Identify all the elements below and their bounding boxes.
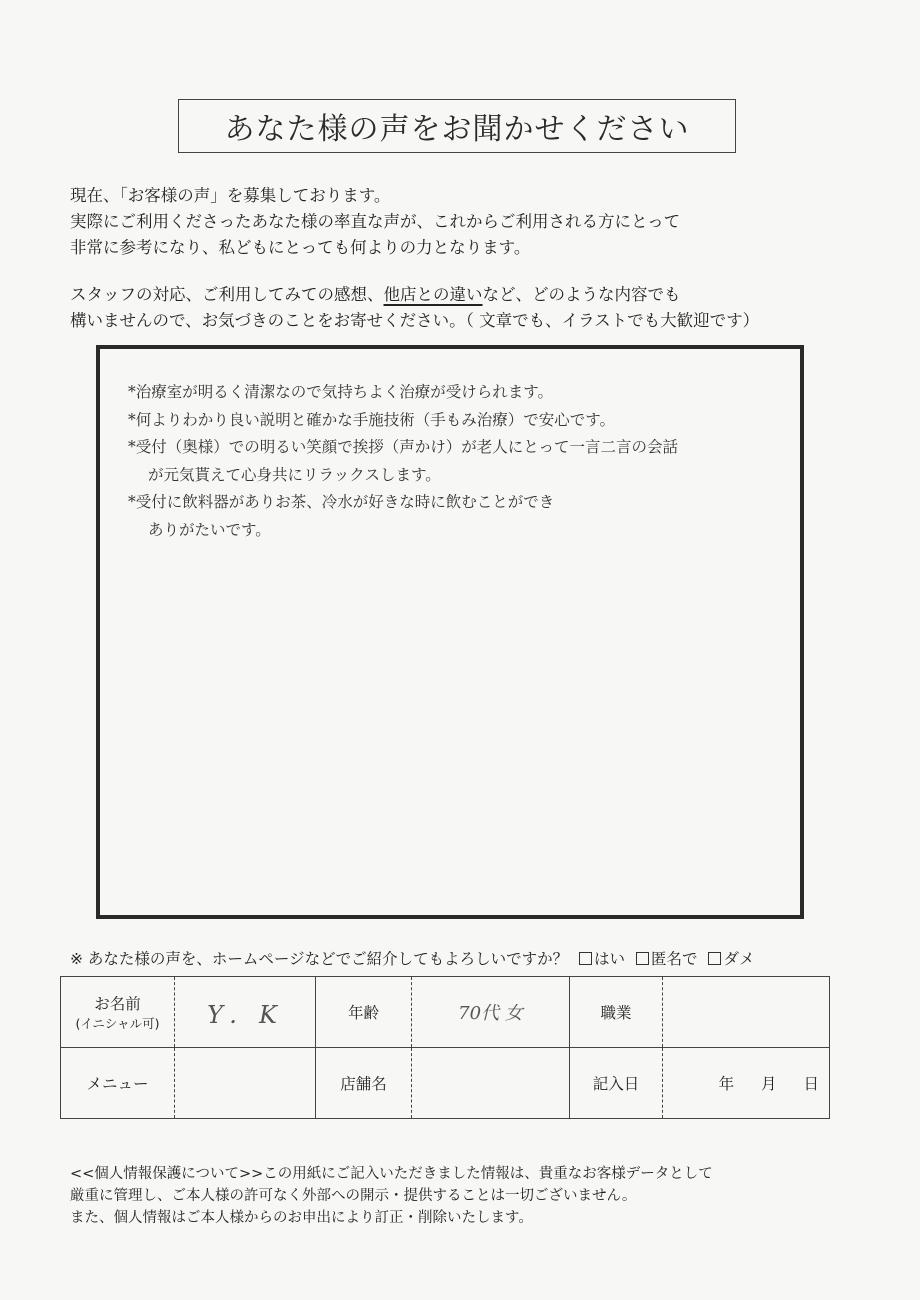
intro-text-part: スタッフの対応、ご利用してみての感想、 [70, 285, 384, 304]
underlined-phrase: 他店との違い [383, 285, 483, 304]
page-title: あなた様の声をお聞かせください [178, 99, 736, 153]
comment-line: が元気貰えて心身共にリラックスします。 [148, 465, 441, 484]
option-label: 匿名で [651, 950, 698, 968]
store-field[interactable] [412, 1048, 570, 1119]
name-field[interactable] [175, 977, 316, 1048]
consent-option-anonymous[interactable] [636, 950, 698, 968]
date-year-label: 年 [718, 1075, 735, 1093]
privacy-line: また、個人情報はご本人様からのお申出により訂正・削除いたします。 [70, 1210, 533, 1226]
consent-option-no[interactable] [708, 950, 754, 968]
date-label: 記入日 [570, 1048, 663, 1119]
intro-line [70, 282, 870, 308]
job-field[interactable] [663, 977, 830, 1048]
comment-line: *治療室が明るく清潔なので気持ちよく治療が受けられます。 [128, 383, 554, 401]
store-label: 店舗名 [316, 1048, 412, 1119]
name-label-cell [61, 977, 175, 1048]
intro-text-part: など、どのような内容でも [482, 285, 681, 304]
consent-option-yes[interactable] [579, 950, 625, 968]
name-sublabel: (イニシャル可) [75, 1016, 160, 1031]
intro-line: 現在、「お客様の声」を募集しております。 [70, 186, 391, 205]
consent-question-row [70, 947, 850, 969]
date-field[interactable] [663, 1048, 830, 1119]
comment-line: ありがたいです。 [148, 520, 271, 539]
job-label: 職業 [570, 977, 663, 1048]
consent-question: ※ あなた様の声を、ホームページなどでご紹介してもよろしいですか？ [70, 950, 569, 968]
handwritten-comment [128, 379, 788, 544]
comment-line: *受付に飲料器がありお茶、冷水が好きな時に飲むことができ [128, 493, 555, 511]
menu-field[interactable] [175, 1048, 316, 1119]
privacy-line: <<個人情報保護について>>この用紙にご記入いただきました情報は、貴重なお客様データとして [70, 1166, 713, 1182]
menu-label: メニュー [61, 1048, 175, 1119]
customer-info-table [60, 976, 830, 1119]
checkbox-icon[interactable] [708, 952, 721, 965]
privacy-line: 厳重に管理し、ご本人様の許可なく外部への開示・提供することは一切ございません。 [70, 1188, 637, 1204]
privacy-notice [70, 1163, 870, 1229]
age-field[interactable] [412, 977, 570, 1048]
intro-line: 非常に参考になり、私どもにとっても何よりの力となります。 [70, 238, 531, 257]
date-month-label: 月 [761, 1075, 777, 1093]
name-label: お名前 [94, 995, 141, 1013]
intro-line: 実際にご利用くださったあなた様の率直な声が、これからご利用される方にとって [70, 212, 681, 231]
intro-line: 構いませんので、お気づきのことをお寄せください。（ 文章でも、イラストでも大歓迎です） [70, 311, 760, 330]
checkbox-icon[interactable] [579, 952, 592, 965]
option-label: ダメ [723, 950, 755, 968]
comment-line: *何よりわかり良い説明と確かな手施技術（手もみ治療）で安心です。 [128, 410, 616, 429]
age-value: 70代 女 [458, 1003, 523, 1024]
comment-box[interactable] [96, 345, 804, 919]
date-day-label: 日 [803, 1075, 819, 1093]
name-value: Y．K [207, 1000, 283, 1029]
checkbox-icon[interactable] [636, 952, 649, 965]
age-label: 年齢 [316, 977, 412, 1048]
comment-line: *受付（奥様）での明るい笑顔で挨拶（声かけ）が老人にとって一言二言の会話 [128, 438, 678, 456]
option-label: はい [594, 950, 626, 968]
intro-text [70, 183, 870, 334]
